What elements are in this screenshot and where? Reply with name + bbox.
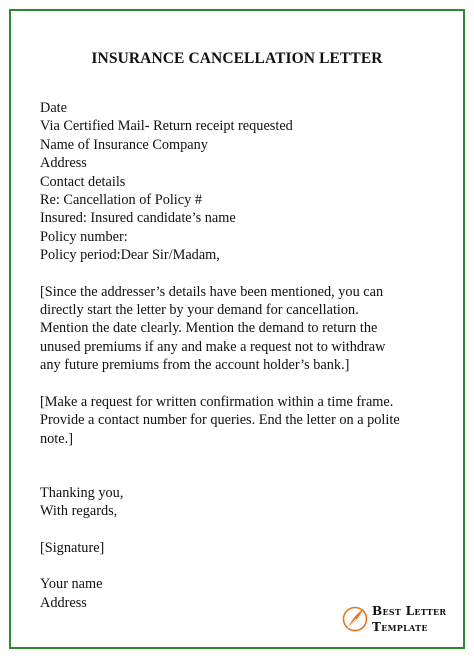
header-block [40,99,440,265]
sender-address: Address [40,594,87,611]
paragraph-2-line: Provide a contact number for queries. End the letter on a polite [40,412,400,429]
signature-block [40,539,440,557]
brand-logo [342,601,447,637]
closing-block [40,484,440,521]
letter-title: INSURANCE CANCELLATION LETTER [91,50,383,67]
address-line: Address [40,155,87,172]
logo-text-line-1: Best Letter [372,604,447,618]
contact-line: Contact details [40,173,126,190]
logo-text-line-2: Template [372,620,428,634]
paragraph-2-line: note.] [40,430,73,447]
paragraph-1-line: Mention the date clearly. Mention the demand to return the [40,320,378,337]
sender-name: Your name [40,576,103,593]
date-line: Date [40,100,67,116]
quill-pen-icon [342,603,368,635]
closing-line: With regards, [40,503,118,520]
company-line: Name of Insurance Company [40,136,208,153]
policy-number-line: Policy number: [40,228,128,245]
delivery-line: Via Certified Mail- Return receipt requested [40,118,293,135]
paragraph-2-line: [Make a request for written confirmation within a time frame. [40,393,394,410]
insured-line: Insured: Insured candidate’s name [40,210,236,227]
paragraph-1-line: directly start the letter by your demand for cancellation. [40,302,359,319]
paragraph-1-line: [Since the addresser’s details have been mentioned, you can [40,283,384,300]
letter-body [40,99,440,612]
paragraph-1 [40,283,440,375]
closing-line: Thanking you, [40,484,124,501]
policy-period-line: Policy period:Dear Sir/Madam, [40,247,220,264]
subject-line: Re: Cancellation of Policy # [40,192,202,209]
paragraph-1-line: unused premiums if any and make a request not to withdraw [40,338,386,355]
signature-line: [Signature] [40,539,105,556]
paragraph-1-line: any future premiums from the account holder’s bank.] [40,357,350,374]
paragraph-2 [40,393,440,448]
